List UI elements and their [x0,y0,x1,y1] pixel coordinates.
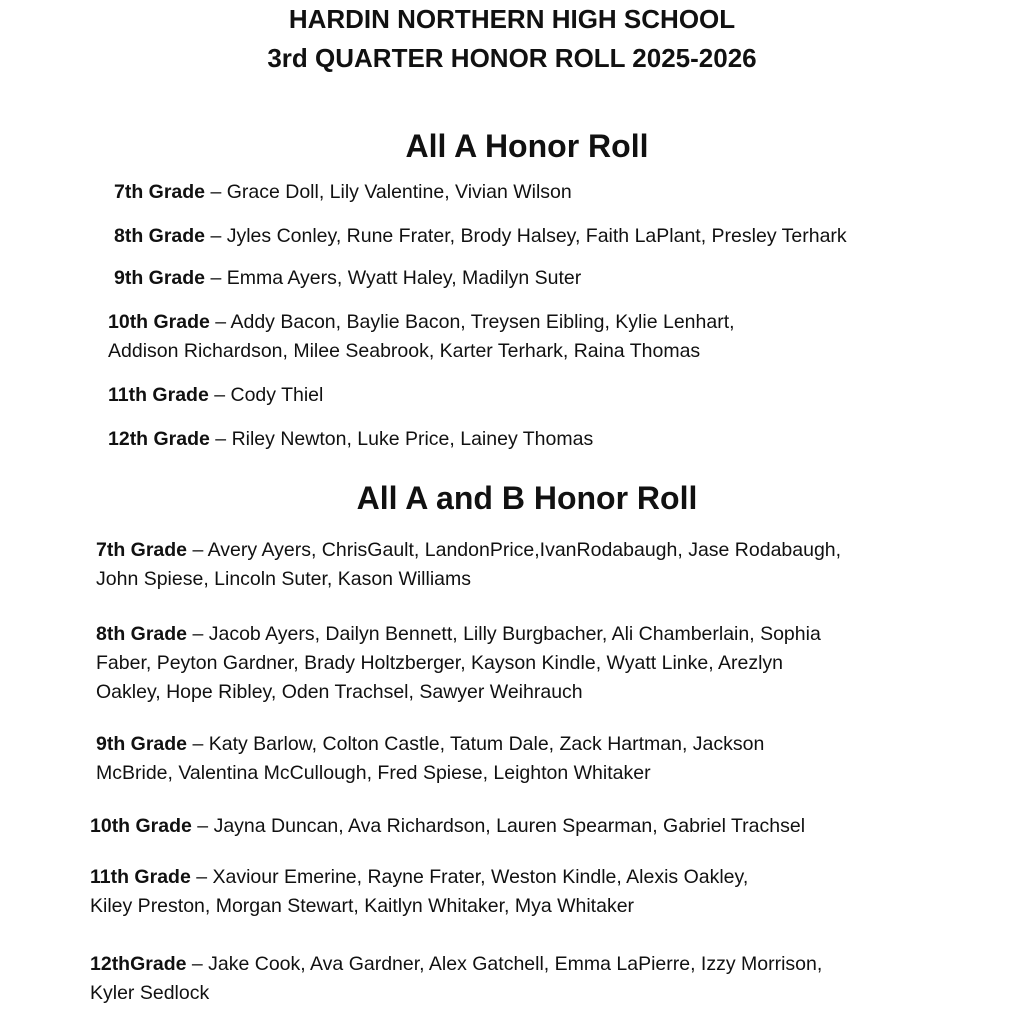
grade-separator: – [187,733,209,755]
grade-separator: – [205,181,227,203]
entry-line: Addison Richardson, Milee Seabrook, Karter Terhark, Raina Thomas [108,340,701,362]
grade-label: 8th Grade [114,225,206,247]
grade-separator: – [191,815,214,837]
all-a-12th-grade-entry [108,425,593,454]
grade-label: 8th Grade [96,623,188,645]
all-a-9th-grade-entry [114,264,581,293]
all-a-7th-grade-entry [114,178,572,207]
entry-line: McBride, Valentina McCullough, Fred Spiese, Leighton Whitaker [96,762,651,784]
grade-separator: – [187,623,209,645]
grade-separator: – [205,225,227,247]
all-ab-8th-grade-entry [96,620,821,707]
all-ab-12th-grade-entry [90,950,822,1008]
entry-line [114,264,581,293]
grade-label: 10th Grade [108,311,210,333]
grade-separator: – [205,267,227,289]
student-names: Jake Cook, Ava Gardner, Alex Gatchell, Emma LaPierre, Izzy Morrison, [208,953,823,975]
all-a-10th-grade-entry [108,308,735,366]
document-subtitle: 3rd QUARTER HONOR ROLL 2025-2026 [267,43,757,73]
grade-separator: – [208,384,231,406]
entry-line [96,730,764,759]
all-ab-11th-grade-entry [90,863,748,921]
grade-label: 7th Grade [114,181,206,203]
all-ab-7th-grade-entry [96,536,841,594]
entry-line: Oakley, Hope Ribley, Oden Trachsel, Sawyer Weihrauch [96,681,583,703]
student-names: Addy Bacon, Baylie Bacon, Treysen Eibling, Kylie Lenhart, [230,311,735,333]
grade-label: 7th Grade [96,539,188,561]
all-ab-10th-grade-entry [90,812,805,841]
student-names: Riley Newton, Luke Price, Lainey Thomas [231,428,594,450]
student-names: Avery Ayers, ChrisGault, LandonPrice,IvanRodabaugh, Jase Rodabaugh, [207,539,842,561]
grade-separator: – [190,866,213,888]
entry-line [96,536,841,565]
entry-line [90,863,748,892]
all-a-8th-grade-entry [114,222,847,251]
grade-label: 9th Grade [114,267,206,289]
grade-separator: – [187,539,208,561]
grade-label: 12thGrade [90,953,187,975]
all-ab-9th-grade-entry [96,730,764,788]
entry-line: Faber, Peyton Gardner, Brady Holtzberger, Kayson Kindle, Wyatt Linke, Arezlyn [96,652,784,674]
grade-label: 10th Grade [90,815,192,837]
student-names: Katy Barlow, Colton Castle, Tatum Dale, Zack Hartman, Jackson [208,733,765,755]
entry-line [108,308,735,337]
entry-line [108,425,593,454]
school-name: HARDIN NORTHERN HIGH SCHOOL [288,4,736,34]
entry-line: John Spiese, Lincoln Suter, Kason Williams [96,568,472,590]
grade-separator: – [209,311,231,333]
entry-line [114,222,847,251]
grade-label: 12th Grade [108,428,210,450]
student-names: Grace Doll, Lily Valentine, Vivian Wilson [226,181,572,203]
entry-line [114,178,572,207]
grade-separator: – [209,428,232,450]
student-names: Jayna Duncan, Ava Richardson, Lauren Spearman, Gabriel Trachsel [213,815,806,837]
student-names: Xaviour Emerine, Rayne Frater, Weston Kindle, Alexis Oakley, [212,866,749,888]
all-a-11th-grade-entry [108,381,323,410]
student-names: Jacob Ayers, Dailyn Bennett, Lilly Burgbacher, Ali Chamberlain, Sophia [208,623,821,645]
grade-label: 11th Grade [108,384,209,406]
entry-line [96,620,821,649]
student-names: Cody Thiel [230,384,324,406]
student-names: Jyles Conley, Rune Frater, Brody Halsey, Faith LaPlant, Presley Terhark [226,225,847,247]
entry-line: Kiley Preston, Morgan Stewart, Kaitlyn Whitaker, Mya Whitaker [90,895,635,917]
entry-line [108,381,323,410]
section-heading-all-a: All A Honor Roll [405,128,649,164]
grade-separator: – [186,953,209,975]
grade-label: 11th Grade [90,866,191,888]
grade-label: 9th Grade [96,733,188,755]
entry-line: Kyler Sedlock [90,982,210,1004]
student-names: Emma Ayers, Wyatt Haley, Madilyn Suter [226,267,582,289]
section-heading-all-a-and-b: All A and B Honor Roll [356,480,698,516]
entry-line [90,950,822,979]
entry-line [90,812,805,841]
